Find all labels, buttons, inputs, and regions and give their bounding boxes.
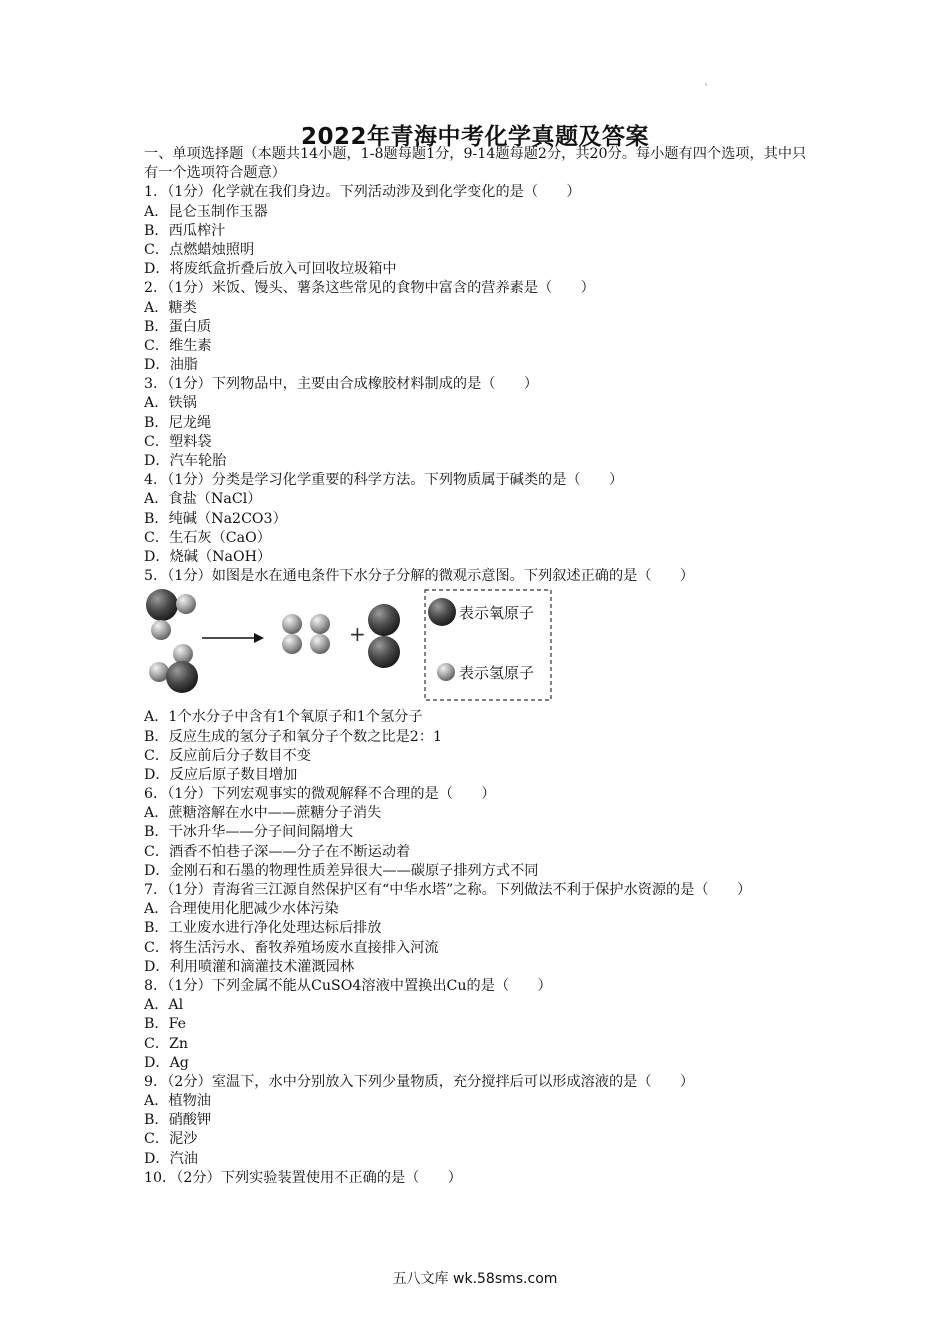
option: C．维生素	[144, 337, 212, 354]
question-stem: 6．（1分）下列宏观事实的微观解释不合理的是（ ）	[144, 786, 496, 803]
question-10	[144, 1169, 814, 1188]
oxygen-molecule	[368, 604, 400, 668]
option: C．生石灰（CaO）	[144, 529, 271, 546]
reaction-arrow	[202, 633, 264, 643]
question-6	[144, 785, 814, 881]
option: D．利用喷灌和滴灌技术灌溉园林	[144, 958, 355, 975]
option: C．点燃蜡烛照明	[144, 241, 255, 258]
option: B．Fe	[144, 1016, 187, 1033]
hydrogen-atom-icon	[437, 663, 455, 681]
plus-sign: +	[349, 622, 366, 647]
section-heading: 一、单项选择题（本题共14小题，1-8题每题1分，9-14题每题2分，共20分。每小题有四个选项，其中只有一个选项符合题意）	[144, 146, 807, 182]
question-stem: 3．（1分）下列物品中，主要由合成橡胶材料制成的是（ ）	[144, 376, 539, 393]
question-4	[144, 471, 814, 567]
option: D．将废纸盒折叠后放入可回收垃圾箱中	[144, 261, 397, 278]
legend-hydrogen	[437, 663, 534, 682]
question-stem: 10．（2分）下列实验装置使用不正确的是（ ）	[144, 1169, 462, 1186]
option: A．昆仑玉制作玉器	[144, 203, 268, 220]
option: A．食盐（NaCl）	[144, 491, 262, 508]
corner-mark: `	[704, 84, 709, 95]
option: B．尼龙绳	[144, 414, 212, 431]
question-stem: 4．（1分）分类是学习化学重要的科学方法。下列物质属于碱类的是（ ）	[144, 472, 624, 489]
question-stem: 9．（2分）室温下，水中分别放入下列少量物质，充分搅拌后可以形成溶液的是（ ）	[144, 1073, 695, 1090]
option: B．西瓜榨汁	[144, 222, 226, 239]
hydrogen-molecule	[310, 614, 330, 654]
oxygen-atom-icon	[428, 598, 456, 626]
option: B．反应生成的氢分子和氧分子个数之比是2：1	[144, 728, 443, 745]
question-3	[144, 375, 814, 471]
option: D．汽车轮胎	[144, 453, 227, 470]
option: C．将生活污水、畜牧养殖场废水直接排入河流	[144, 939, 439, 956]
exam-content	[144, 145, 814, 1188]
option: A．1个水分子中含有1个氧原子和1个氢分子	[144, 709, 423, 726]
option: A．铁锅	[144, 395, 197, 412]
option: D．汽油	[144, 1150, 198, 1167]
water-molecule	[146, 589, 196, 640]
option: C．酒香不怕巷子深——分子在不断运动着	[144, 843, 411, 860]
question-5	[144, 567, 814, 785]
legend-oxygen-label: 表示氧原子	[459, 604, 535, 623]
option: D．反应后原子数目增加	[144, 766, 298, 783]
question-stem: 5．（1分）如图是水在通电条件下水分子分解的微观示意图。下列叙述正确的是（ ）	[144, 568, 695, 585]
question-stem: 8．（1分）下列金属不能从CuSO4溶液中置换出Cu的是（ ）	[144, 977, 552, 994]
option: C．反应前后分子数目不变	[144, 747, 311, 764]
option: D．烧碱（NaOH）	[144, 548, 272, 565]
question-stem: 7．（1分）青海省三江源自然保护区有“中华水塔”之称。下列做法不利于保护水资源的是（ ）	[144, 882, 752, 899]
option: A．植物油	[144, 1093, 211, 1110]
option: B．蛋白质	[144, 318, 212, 335]
option: A．蔗糖溶解在水中——蔗糖分子消失	[144, 805, 382, 822]
option: D．油脂	[144, 357, 198, 374]
option: A．Al	[144, 997, 184, 1014]
footer-watermark: 五八文库 wk.58sms.com	[392, 1271, 558, 1287]
question-stem: 2．（1分）米饭、馒头、薯条这些常见的食物中富含的营养素是（ ）	[144, 280, 595, 297]
legend-oxygen	[428, 598, 534, 626]
molecule-figure	[144, 588, 564, 706]
page-title: 2022年青海中考化学真题及答案	[300, 124, 649, 150]
question-stem: 1．（1分）化学就在我们身边。下列活动涉及到化学变化的是（ ）	[144, 184, 581, 201]
option: B．干冰升华——分子间间隔增大	[144, 824, 354, 841]
option: B．纯碱（Na2CO3）	[144, 510, 287, 527]
option: D．金刚石和石墨的物理性质差异很大——碳原子排列方式不同	[144, 862, 539, 879]
option: B．工业废水进行净化处理达标后排放	[144, 920, 382, 937]
question-1	[144, 183, 814, 279]
question-7	[144, 881, 814, 977]
option: A．糖类	[144, 299, 197, 316]
water-molecule	[149, 644, 198, 693]
option: C．塑料袋	[144, 433, 212, 450]
option: C．Zn	[144, 1035, 189, 1052]
hydrogen-molecule	[282, 614, 302, 654]
option: C．泥沙	[144, 1131, 198, 1148]
question-8	[144, 977, 814, 1073]
legend-hydrogen-label: 表示氢原子	[459, 664, 535, 683]
option: B．硝酸钾	[144, 1112, 212, 1129]
option: D．Ag	[144, 1054, 189, 1071]
question-9	[144, 1073, 814, 1169]
option: A．合理使用化肥减少水体污染	[144, 901, 339, 918]
water-electrolysis-diagram	[144, 588, 564, 706]
question-2	[144, 279, 814, 375]
